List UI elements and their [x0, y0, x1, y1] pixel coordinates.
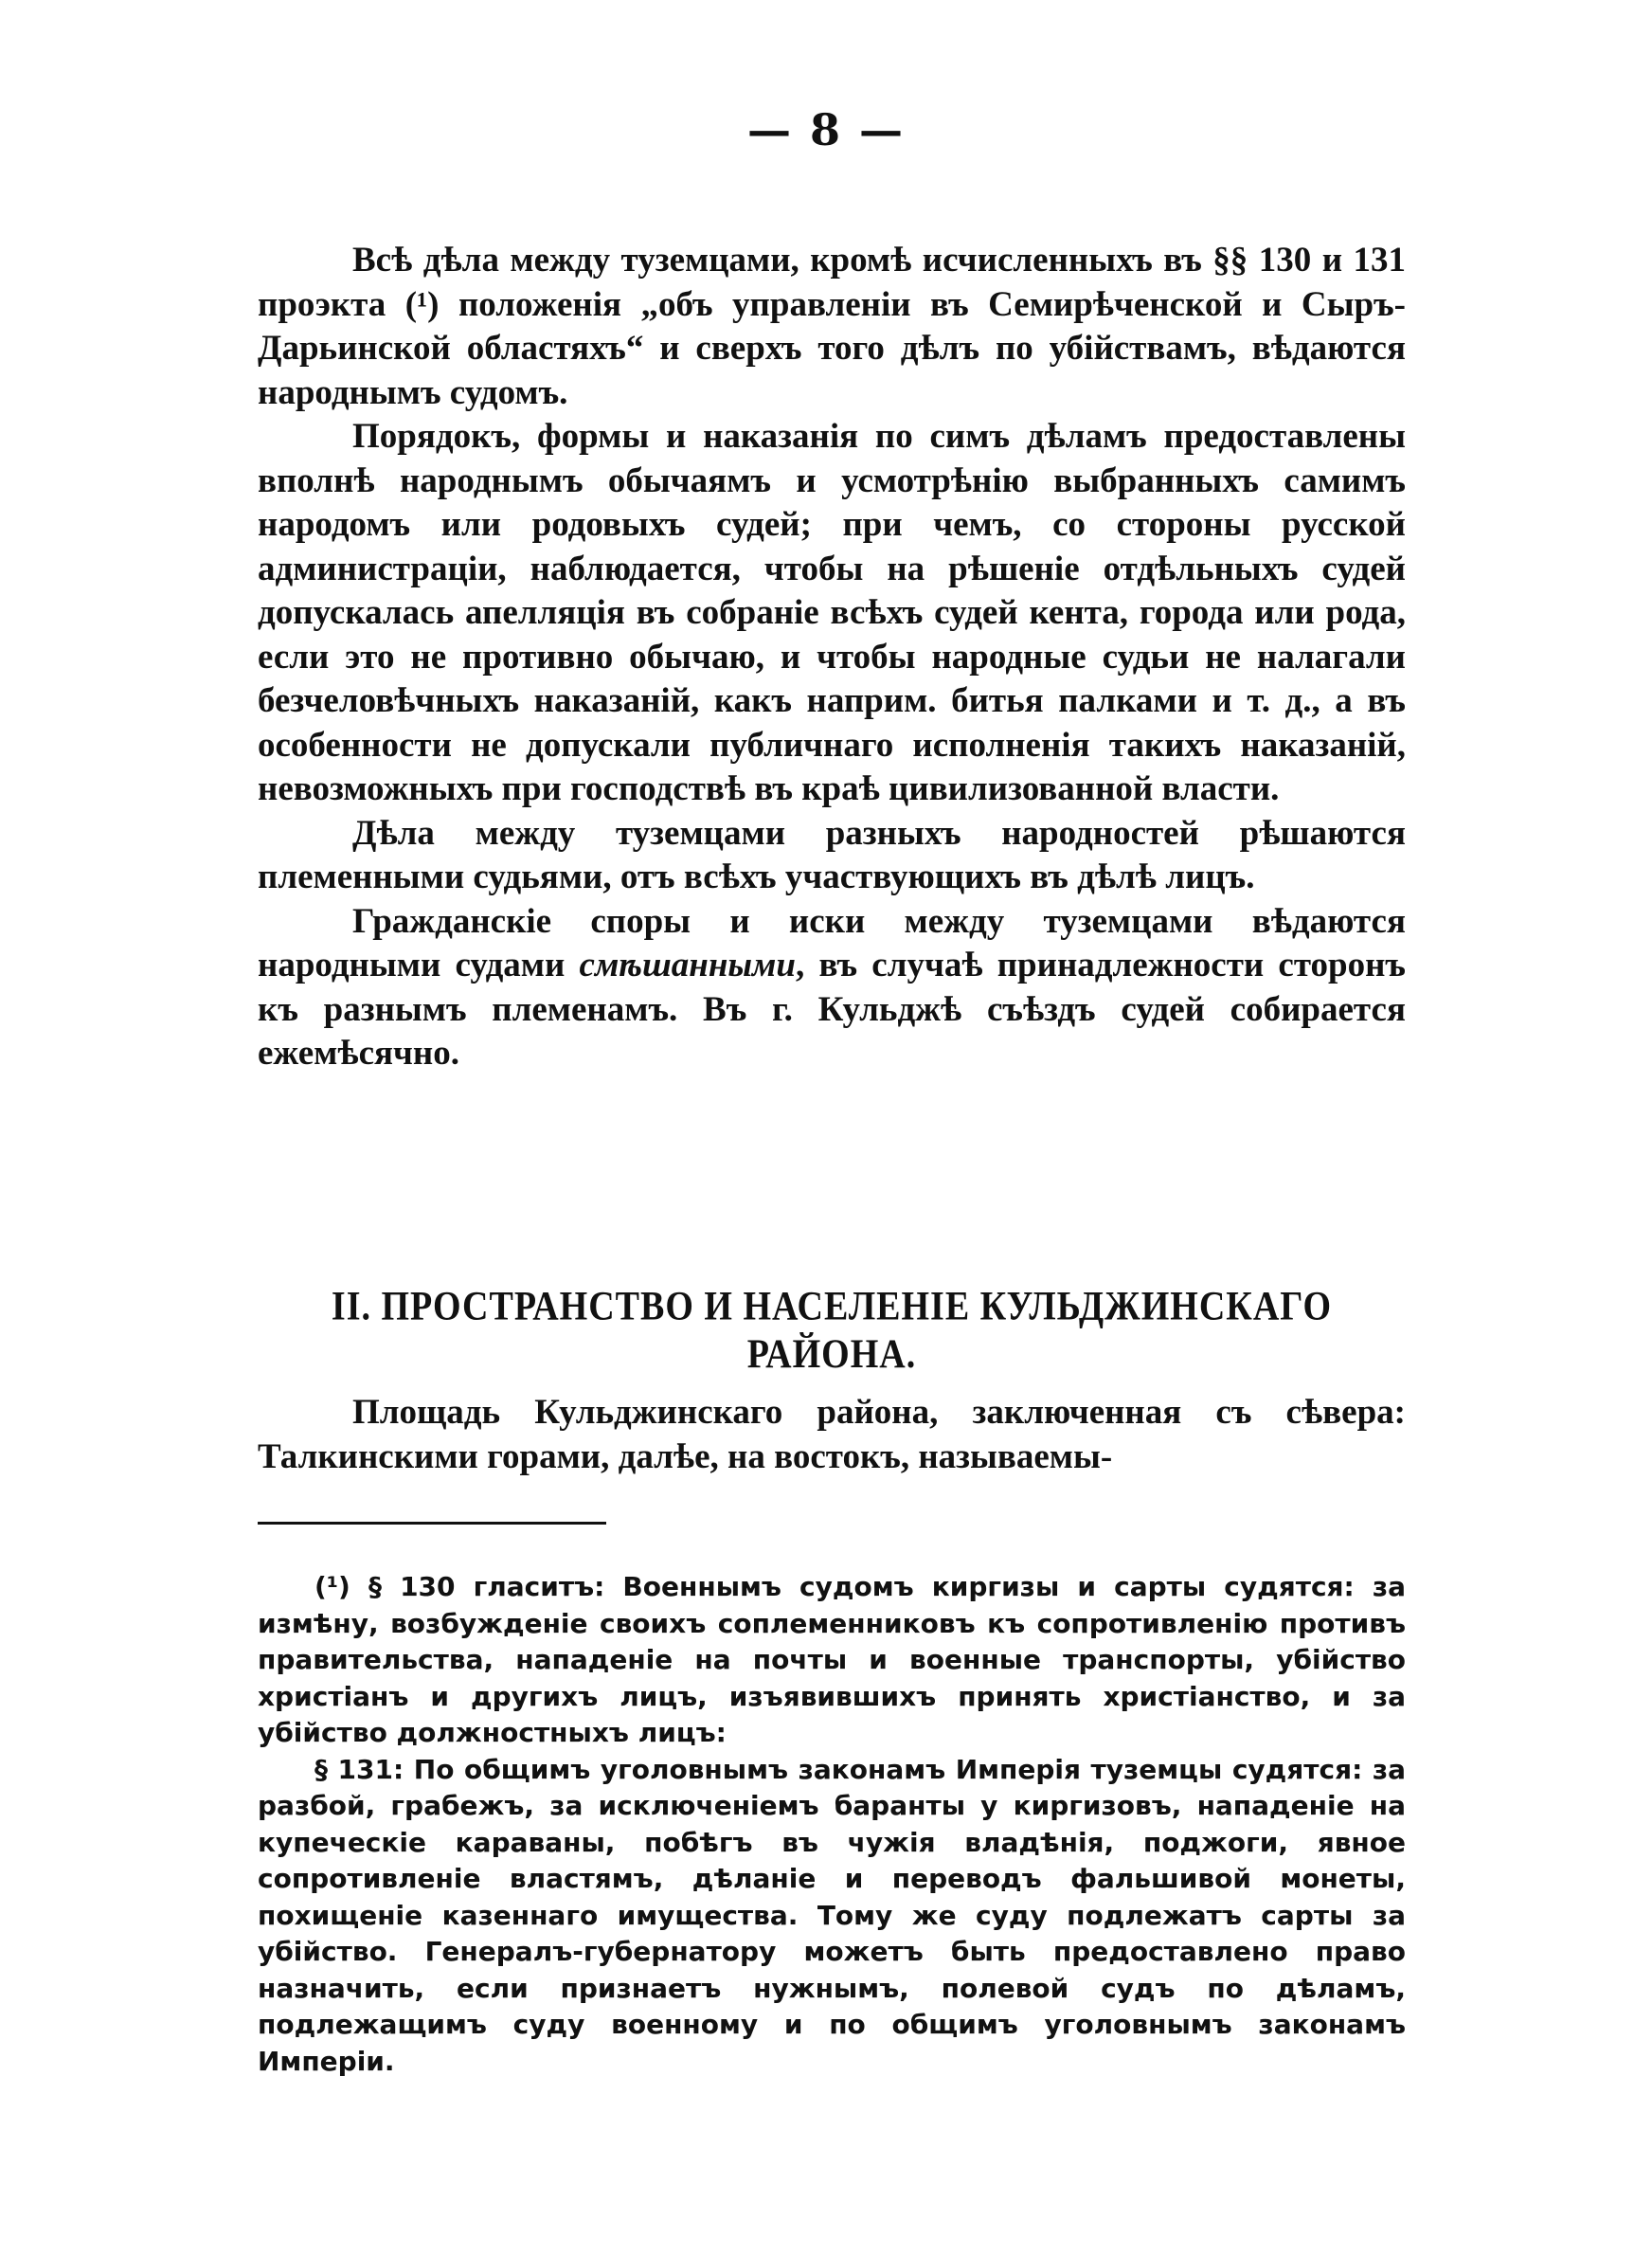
paragraph-different-nationalities: Дѣла между туземцами разныхъ народностей рѣшаются племенными судьями, отъ всѣхъ участвующихъ въ дѣлѣ лицъ.	[258, 813, 1406, 896]
section-body	[258, 1391, 1406, 1479]
paragraph-procedure: Порядокъ, формы и наказанія по симъ дѣламъ предоставлены вполнѣ народнымъ обычаямъ и усмотрѣнію выбранныхъ самимъ народомъ или родовыхъ судей; при чемъ, со стороны русской администраціи, наблюдается, чтобы на рѣшеніе отдѣльныхъ судей допускалась апелляція въ собраніе всѣхъ судей кента, города или рода, если это не противно обычаю, и чтобы народные судьи не налагали безчеловѣчныхъ наказаній, какъ наприм. битья палками и т. д., а въ особенности не допускали публичнаго исполненія такихъ наказаній, невозможныхъ при господствѣ въ краѣ цивилизованной власти.	[258, 417, 1406, 808]
paragraph-civil-disputes	[258, 900, 1406, 1076]
paragraph-area: Площадь Кульджинскаго района, заключенная съ сѣвера: Талкинскими горами, далѣе, на востокъ, называемы-	[258, 1393, 1406, 1476]
civil-text-after: , въ случаѣ принадлежности сторонъ къ разнымъ племенамъ. Въ г. Кульджѣ съѣздъ судей собирается ежемѣсячно.	[258, 946, 1406, 1073]
footnote-131: § 131: По общимъ уголовнымъ законамъ Имперія туземцы судятся: за разбой, грабежъ, за исключеніемъ баранты у киргизовъ, нападеніе на купеческіе караваны, побѣгъ въ чужія владѣнія, поджоги, явное сопротивленіе властямъ, дѣланіе и переводъ фальшивой монеты, похищеніе казеннаго имущества. Тому же суду подлежатъ сарты за убійство. Генералъ-губернатору можетъ быть предоставлено право назначить, если признаетъ нужнымъ, полевой судъ по дѣламъ, подлежащимъ суду военному и по общимъ уголовнымъ законамъ Имперіи.	[258, 1753, 1406, 2077]
paragraph-native-courts: Всѣ дѣла между туземцами, кромѣ исчисленныхъ въ §§ 130 и 131 проэкта (¹) положенія „объ управленіи въ Семирѣченской и Сыръ-Дарьинской областяхъ“ и сверхъ того дѣлъ по убійствамъ, вѣдаются народнымъ судомъ.	[258, 241, 1406, 412]
section-heading: II. ПРОСТРАНСТВО И НАСЕЛЕНІЕ КУЛЬДЖИНСКАГО РАЙОНА.	[331, 1283, 1333, 1378]
footnotes	[258, 1569, 1406, 2080]
main-text	[258, 239, 1406, 1076]
page-number: — 8 —	[746, 104, 906, 155]
civil-text-before: Гражданскіе споры и иски между туземцами вѣдаются народными судами	[258, 901, 1406, 984]
footnote-130: (¹) § 130 гласитъ: Военнымъ судомъ киргизы и сарты судятся: за измѣну, возбужденіе своихъ соплеменниковъ къ сопротивленію противъ правительства, нападеніе на почты и военные транспорты, убійство христіанъ и другихъ лицъ, изъявившихъ принять христіанство, и за убійство должностныхъ лицъ:	[258, 1571, 1406, 1748]
footnote-divider	[258, 1522, 606, 1525]
civil-text-emphasis: смѣшанными	[579, 946, 796, 984]
